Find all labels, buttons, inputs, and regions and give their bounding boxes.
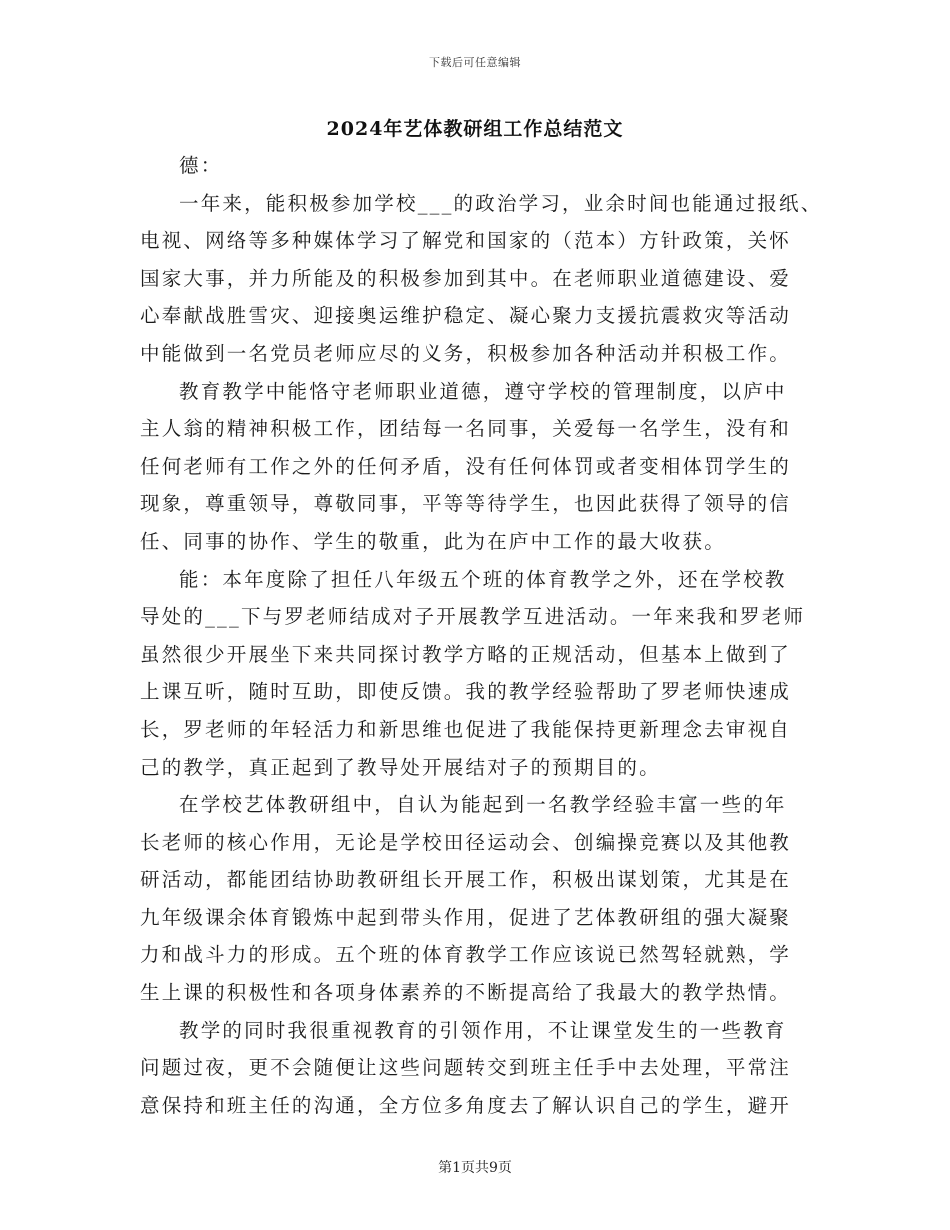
text-line: 任、同事的协作、学生的敬重，此为在庐中工作的最大收获。 [140,529,726,553]
text-line: 长，罗老师的年轻活力和新思维也促进了我能保持更新理念去审视自 [140,717,792,741]
text-line: 教学的同时我很重视教育的引领作用，不让课堂发生的一些教育 [179,1018,787,1042]
text-line: 中能做到一名党员老师应尽的义务，积极参加各种活动并积极工作。 [140,341,792,365]
paragraph-6-cont [140,1049,830,1124]
text-line: 己的教学，真正起到了教导处开展结对子的预期目的。 [140,755,661,779]
page-footer: 第1页共9页 [438,1160,512,1176]
text-line: 生上课的积极性和各项身体素养的不断提高给了我最大的教学热情。 [140,981,792,1005]
paragraph-3 [140,373,830,411]
text-line: 研活动，都能团结协助教研组长开展工作，积极出谋划策，尤其是在 [140,868,792,892]
text-line: 现象，尊重领导，尊敬同事，平等等待学生，也因此获得了领导的信 [140,492,792,516]
text-line: 在学校艺体教研组中，自认为能起到一名教学经验丰富一些的年 [179,793,787,817]
text-line: 电视、网络等多种媒体学习了解党和国家的（范本）方针政策，关怀 [140,229,792,253]
text-line: 上课互听，随时互助，即使反馈。我的教学经验帮助了罗老师快速成 [140,680,792,704]
text-line: 意保持和班主任的沟通，全方位多角度去了解认识自己的学生，避开 [140,1093,792,1117]
text-line: 导处的___下与罗老师结成对子开展教学互进活动。一年来我和罗老师 [140,605,806,629]
paragraph-2 [140,185,830,223]
page-header: 下载后可任意编辑 [429,56,521,69]
paragraph-2-cont [140,222,830,372]
paragraph-4-cont [140,598,830,786]
text-line: 长老师的核心作用，无论是学校田径运动会、创编操竞赛以及其他教 [140,830,792,854]
text-line: 教育教学中能恪守老师职业道德，遵守学校的管理制度，以庐中 [179,379,787,403]
document-title: 2024年艺体教研组工作总结范文 [326,118,624,140]
text-line: 能：本年度除了担任八年级五个班的体育教学之外，还在学校教 [179,567,787,591]
text-line: 问题过夜，更不会随便让这些问题转交到班主任手中去处理，平常注 [140,1056,792,1080]
text-line: 国家大事，并力所能及的积极参加到其中。在老师职业道德建设、爱 [140,266,792,290]
text-line: 主人翁的精神积极工作，团结每一名同事，关爱每一名学生，没有和 [140,417,792,441]
text-line: 德： [179,154,223,177]
text-line: 九年级课余体育锻炼中起到带头作用，促进了艺体教研组的强大凝聚 [140,905,792,929]
text-line: 力和战斗力的形成。五个班的体育教学工作应该说已然驾轻就熟，学 [140,943,792,967]
paragraph-1 [140,147,830,185]
text-line: 任何老师有工作之外的任何矛盾，没有任何体罚或者变相体罚学生的 [140,454,792,478]
text-line: 一年来，能积极参加学校___的政治学习，业余时间也能通过报纸、 [179,191,823,215]
paragraph-3-cont [140,410,830,560]
paragraph-4 [140,561,830,599]
text-line: 虽然很少开展坐下来共同探讨教学方略的正规活动，但基本上做到了 [140,642,792,666]
paragraph-5 [140,786,830,824]
document-body [140,147,830,1124]
paragraph-5-cont [140,824,830,1012]
paragraph-6 [140,1012,830,1050]
text-line: 心奉献战胜雪灾、迎接奥运维护稳定、凝心聚力支援抗震救灾等活动 [140,304,792,328]
